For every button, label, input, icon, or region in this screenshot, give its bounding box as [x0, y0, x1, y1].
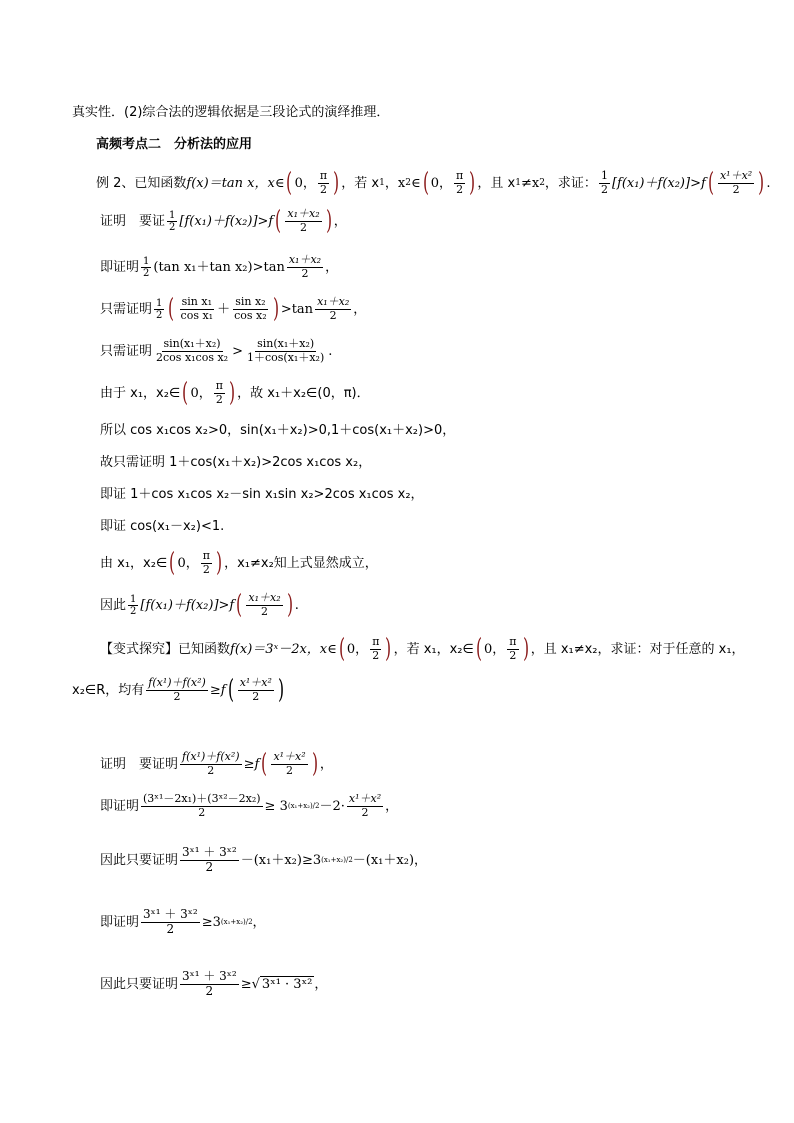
- paren-open: (: [338, 634, 345, 664]
- paren-open: (: [227, 675, 234, 705]
- paren-close: ): [286, 590, 293, 620]
- interval-start: 0，: [294, 175, 316, 191]
- exponent: (x₁+x₂)/2: [321, 855, 353, 864]
- paren-close: ): [272, 294, 279, 324]
- avg-f-fraction: $\frac{\text{f(x¹)＋f(x²)}}{2}$: [182, 750, 240, 777]
- proof-label: 证明 要证: [100, 213, 166, 229]
- proof-end: ，: [252, 914, 266, 930]
- tan-frac-2: $\frac{\text{sin x₂}}{\text{cos x₂}}$: [234, 295, 267, 322]
- paren-close: ): [228, 378, 236, 408]
- proof-text-a: 由 x₁，x₂∈: [100, 555, 168, 571]
- variant-text-d: ，若 x₁，x₂∈: [393, 641, 474, 657]
- example-rhs: [f(x₁)＋f(x₂)]>f: [611, 175, 706, 191]
- proof-expr: (tan x₁＋tan x₂)>tan: [153, 259, 285, 275]
- example-text-prove: ，求证：: [544, 175, 597, 191]
- half-fraction: $\frac{1}{2}$: [143, 255, 150, 279]
- proof-label: 只需证明: [100, 301, 153, 317]
- avg-f-fraction: $\frac{\text{f(x¹)＋f(x²)}}{2}$: [148, 676, 206, 703]
- paren-close: ): [333, 168, 340, 198]
- proof-end: ，: [325, 259, 339, 275]
- example-text-and: ，且 x: [477, 175, 516, 191]
- sum-fraction: $\frac{\text{3ˣ¹ ＋ 3ˣ²}}{2}$: [182, 969, 237, 998]
- avg-fraction: $\frac{\text{x¹＋x²}}{2}$: [348, 792, 382, 819]
- geq-3: ≥ 3: [264, 798, 288, 814]
- paren-close-2: ): [469, 168, 476, 198]
- paren-close: ): [215, 548, 223, 578]
- proof-label: 因此只要证明: [100, 852, 179, 868]
- proof-expr-c: －(x₁＋x₂)，: [352, 852, 428, 868]
- paren-close-3: ): [758, 168, 765, 198]
- proof-label: 即证明: [100, 259, 140, 275]
- interval-start: 0，: [177, 555, 199, 571]
- sum-fraction: $\frac{\text{3ˣ¹ ＋ 3ˣ²}}{2}$: [182, 845, 237, 874]
- paren-open: (: [169, 548, 176, 578]
- sin-frac-2: $\frac{\text{sin(x₁＋x₂)}}{\text{1＋cos(x₁＋x₂)}}$: [247, 337, 325, 364]
- proof-text-c: ，故 x₁＋x₂∈(0，π)．: [237, 385, 370, 401]
- paren-open-3: (: [707, 168, 714, 198]
- pi-over-2: $\frac{\pi}{2}$: [202, 549, 210, 576]
- half-fraction: $\frac{1}{2}$: [130, 593, 137, 617]
- pi-over-2: $\frac{\pi}{2}$: [319, 169, 328, 196]
- exponent: (x₁+x₂)/2: [220, 917, 253, 926]
- avg-fraction: $\frac{\text{x₁＋x₂}}{2}$: [317, 295, 350, 322]
- proof-line-6: 所以 cos x₁cos x₂>0，sin(x₁＋x₂)>0,1＋cos(x₁＋x₂)>0，: [100, 423, 456, 438]
- proof-label: 即证明: [100, 914, 140, 930]
- text-line-1: 真实性．(2)综合法的逻辑依据是三段论式的演绎推理．: [72, 105, 390, 120]
- paren-open: (: [168, 294, 175, 324]
- proof-line-5: [100, 376, 370, 410]
- example-text-neq: ≠x: [520, 175, 540, 191]
- example-text-in: ∈: [410, 175, 421, 191]
- sin-frac-1: $\frac{\text{sin(x₁＋x₂)}}{\text{2cos x₁cos x₂}}$: [156, 337, 229, 364]
- avg-fraction: $\frac{\text{x₁＋x₂}}{2}$: [287, 207, 320, 234]
- proof-end: .: [294, 597, 299, 613]
- geq-sign: ≥: [240, 976, 252, 992]
- variant-text: x₂∈R，均有: [72, 682, 145, 698]
- variant-proof-1: [100, 744, 333, 784]
- half-fraction: $\frac{1}{2}$: [169, 209, 176, 233]
- proof-label: 因此: [100, 597, 127, 613]
- pi-over-2: $\frac{\pi}{2}$: [372, 635, 380, 662]
- paren-open: (: [182, 378, 189, 408]
- sum-fraction: $\frac{\text{(3ˣ¹－2x₁)＋(3ˣ²－2x₂)}}{2}$: [143, 792, 261, 819]
- proof-end: ，: [319, 756, 333, 772]
- proof-line-4: [100, 334, 332, 368]
- variant-line-2: [72, 670, 286, 710]
- proof-line-2: [100, 250, 338, 284]
- paren-close: ): [385, 634, 392, 664]
- proof-end: ，: [314, 976, 328, 992]
- proof-end: ，: [385, 798, 399, 814]
- paren-open: (: [261, 749, 268, 779]
- variant-proof-2: [100, 786, 398, 826]
- geq-f: ≥f: [243, 756, 260, 772]
- proof-line-8: 即证 1＋cos x₁cos x₂－sin x₁sin x₂>2cos x₁cos x₂，: [100, 487, 424, 502]
- variant-proof-5: [100, 964, 327, 1004]
- proof-line-7: 故只需证明 1＋cos(x₁＋x₂)>2cos x₁cos x₂，: [100, 455, 372, 470]
- gt-sign: >: [232, 343, 243, 359]
- interval-start: 0，: [190, 385, 212, 401]
- interval-start-2: 0，: [430, 175, 452, 191]
- proof-label: 因此只要证明: [100, 976, 179, 992]
- avg-fraction: $\frac{\text{x¹＋x²}}{2}$: [239, 676, 272, 703]
- avg-fraction: $\frac{\text{x₁＋x₂}}{2}$: [248, 591, 281, 618]
- section-heading: 高频考点二 分析法的应用: [96, 137, 253, 152]
- variant-proof-4: [100, 902, 266, 942]
- paren-open: (: [286, 168, 293, 198]
- paren-open: (: [275, 206, 282, 236]
- variant-problem: [100, 632, 745, 666]
- geq-3: ≥3: [201, 914, 221, 930]
- proof-expr: [f(x₁)＋f(x₂)]>f: [179, 213, 274, 229]
- proof-text-c: ，x₁≠x₂知上式显然成立，: [224, 555, 378, 571]
- proof-label: 只需证明: [100, 343, 153, 359]
- example-function: f(x)＝tan x，x∈: [186, 175, 285, 191]
- variant-proof-3: [100, 840, 427, 880]
- interval-start-2: 0，: [484, 641, 506, 657]
- interval-start: 0，: [346, 641, 369, 657]
- proof-expr: >tan: [280, 301, 314, 317]
- avg-fraction: $\frac{\text{x₁＋x₂}}{2}$: [288, 253, 322, 280]
- geq-f: ≥f: [209, 682, 226, 698]
- pi-over-2-b: $\frac{\pi}{2}$: [509, 635, 517, 662]
- plus-sign: ＋: [217, 301, 231, 317]
- paren-close: ): [277, 675, 285, 705]
- half-fraction: $\frac{1}{2}$: [600, 169, 608, 196]
- variant-text-f: ，且 x₁≠x₂，求证：对于任意的 x₁，: [530, 641, 745, 657]
- paren-open-2: (: [422, 168, 429, 198]
- sum-fraction: $\frac{\text{3ˣ¹ ＋ 3ˣ²}}{2}$: [143, 907, 198, 936]
- proof-label: 即证明: [100, 798, 140, 814]
- proof-expr: [f(x₁)＋f(x₂)]>f: [140, 597, 235, 613]
- exponent: (x₁+x₂)/2: [287, 801, 320, 810]
- proof-line-11: [100, 588, 299, 622]
- proof-end: ，: [353, 301, 367, 317]
- sqrt-expression: √ 3ˣ¹ · 3ˣ²: [251, 976, 313, 992]
- avg-fraction: $\frac{\text{x¹＋x²}}{2}$: [719, 169, 753, 196]
- minus-2: －2·: [319, 798, 345, 814]
- proof-line-1: [100, 204, 347, 238]
- proof-text-a: 由于 x₁，x₂∈: [100, 385, 181, 401]
- proof-line-9: 即证 cos(x₁－x₂)<1.: [100, 519, 225, 534]
- proof-line-10: [100, 546, 378, 580]
- proof-end: .: [328, 343, 333, 359]
- proof-expr: －(x₁＋x₂)≥3: [240, 852, 322, 868]
- pi-over-2: $\frac{\pi}{2}$: [215, 379, 223, 406]
- avg-fraction: $\frac{\text{x¹＋x²}}{2}$: [273, 750, 306, 777]
- variant-function: f(x)＝3ˣ－2x，x∈: [230, 641, 337, 657]
- variant-label: 【变式探究】已知函数: [100, 641, 231, 657]
- proof-label: 证明 要证明: [100, 756, 179, 772]
- radical-icon: √: [251, 976, 260, 992]
- tan-frac-1: $\frac{\text{sin x₁}}{\text{cos x₁}}$: [180, 295, 214, 322]
- example-text-x2: ，x: [384, 175, 406, 191]
- example-prefix: 例 2、已知函数: [96, 175, 187, 191]
- proof-end: ，: [333, 213, 347, 229]
- paren-close: ): [325, 206, 332, 236]
- example-text-if: ，若 x: [341, 175, 380, 191]
- paren-open-2: (: [475, 634, 482, 664]
- pi-over-2-b: $\frac{\pi}{2}$: [456, 169, 464, 196]
- proof-line-3: [100, 292, 366, 326]
- paren-open: (: [236, 590, 243, 620]
- example-2: 例 2、已知函数 f(x)＝tan x，x∈ ( 0， $\frac{\pi}{2}$ ) ，若 x 1 ，x 2 ∈ ( 0， $\frac{\pi}{2}$ ) ，且 x 1 ≠x 2 ，求证： $\frac{1}{2}$ [f(x₁)＋f(x₂)]>f ( $\frac{\text{x¹＋x²}}{2}$ ) .: [96, 168, 771, 198]
- paren-close: ): [311, 749, 318, 779]
- half-fraction: $\frac{1}{2}$: [156, 297, 163, 321]
- paren-close-2: ): [522, 634, 529, 664]
